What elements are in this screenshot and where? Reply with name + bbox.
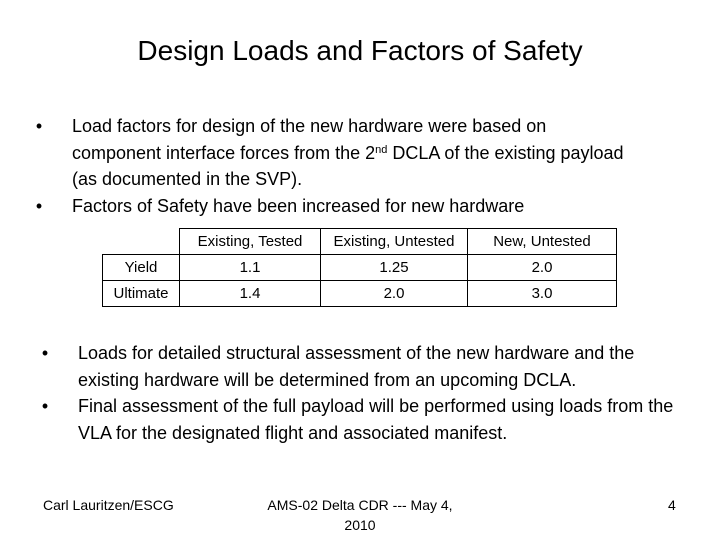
table-cell: 2.0 [468,255,617,281]
table-cell: 3.0 [468,281,617,307]
bullet-list-bottom [35,340,675,446]
table-row [103,255,617,281]
bullet-text-part: Load factors for design of the new hardware were based on component interface forces from the 2 [72,116,547,163]
bullet-item-load-factors [29,113,629,193]
table-header-cell: Existing, Tested [180,229,321,255]
bullet-text: Factors of Safety have been increased for new hardware [72,195,525,216]
page-number: 4 [668,497,676,513]
table-cell: 2.0 [321,281,468,307]
bullet-text-part: DCLA of the existing payload (as documented in the SVP). [72,142,624,189]
bullet-item-final-assessment [35,393,675,446]
bullet-text: Loads for detailed structural assessment of the new hardware and the existing hardware will be determined from an upcoming DCLA. [78,343,635,390]
table-header-cell: Existing, Untested [321,229,468,255]
superscript-ordinal: nd [375,143,388,156]
table-header-cell: New, Untested [468,229,617,255]
bullet-item-factors-of-safety [29,193,629,220]
slide-title: Design Loads and Factors of Safety [137,35,583,66]
bullet-marker: • [35,195,43,216]
table-cell: 1.25 [321,255,468,281]
table-header-cell [103,229,180,255]
bullet-list-top [29,113,629,219]
table-header-row [103,229,617,255]
table-row-label: Yield [103,255,180,281]
table-row-label: Ultimate [103,281,180,307]
factors-of-safety-table [102,228,617,307]
bullet-marker: • [35,116,43,136]
footer-author: Carl Lauritzen/ESCG [43,497,174,513]
table-row [103,281,617,307]
bullet-item-detailed-loads [35,340,675,393]
bullet-marker: • [41,343,49,363]
footer-event-date: AMS-02 Delta CDR --- May 4, 2010 [267,497,453,533]
bullet-text: Final assessment of the full payload will be performed using loads from the VLA for the designated flight and associated manifest. [78,396,674,443]
bullet-marker: • [41,396,49,416]
table-cell: 1.1 [180,255,321,281]
table-cell: 1.4 [180,281,321,307]
